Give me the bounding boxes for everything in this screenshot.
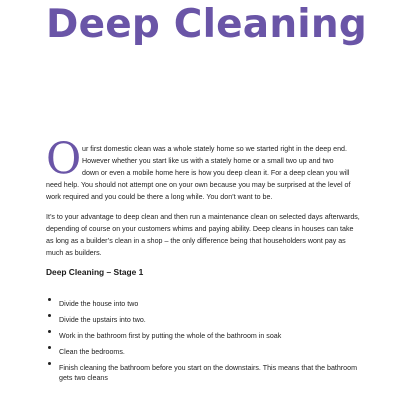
paragraph-line: much as builders. (46, 249, 102, 257)
bullet-icon (48, 330, 51, 333)
intro-line: However whether you start like us with a stately home or a small two up and two (82, 157, 334, 165)
bullet-icon (48, 346, 51, 349)
bullet-list (46, 293, 366, 387)
list-item-text: Clean the bedrooms. (59, 348, 125, 356)
intro-line: work required and you could be there a long while. You don’t want to be. (46, 193, 273, 201)
bullet-icon (48, 298, 51, 301)
intro-paragraph (46, 134, 366, 201)
intro-line: down or even a mobile home here is how you deep clean it. For a deep clean you will (82, 169, 350, 177)
list-item (46, 357, 366, 387)
list-item (46, 341, 366, 357)
intro-line: ur first domestic clean was a whole stately home so we started right in the deep end. (82, 145, 347, 153)
intro-line: need help. You should not attempt one on your own because you may be surprised at the level of (46, 181, 351, 189)
paragraph-line: as long as a builder’s clean in a shop – the only difference being that householders wont pay as (46, 237, 346, 245)
drop-cap: O (46, 134, 82, 184)
page-title: Deep Cleaning (46, 2, 367, 47)
paragraph-line: It’s to your advantage to deep clean and then run a maintenance clean on selected days afterwards, (46, 213, 360, 221)
list-item (46, 309, 366, 325)
list-item-continuation: gets two cleans (59, 374, 108, 382)
paragraph-line: depending of course on your customers whims and paying ability. Deep cleans in houses can take (46, 225, 354, 233)
list-item-text: Divide the upstairs into two. (59, 316, 146, 324)
bullet-icon (48, 314, 51, 317)
list-item-text: Work in the bathroom first by putting the whole of the bathroom in soak (59, 332, 282, 340)
list-item (46, 293, 366, 309)
list-item-text: Divide the house into two (59, 300, 139, 308)
bullet-icon (48, 362, 51, 365)
list-item-text: Finish cleaning the bathroom before you start on the downstairs. This means that the bathroom (59, 364, 357, 372)
list-item (46, 325, 366, 341)
section-heading: Deep Cleaning – Stage 1 (46, 267, 144, 277)
